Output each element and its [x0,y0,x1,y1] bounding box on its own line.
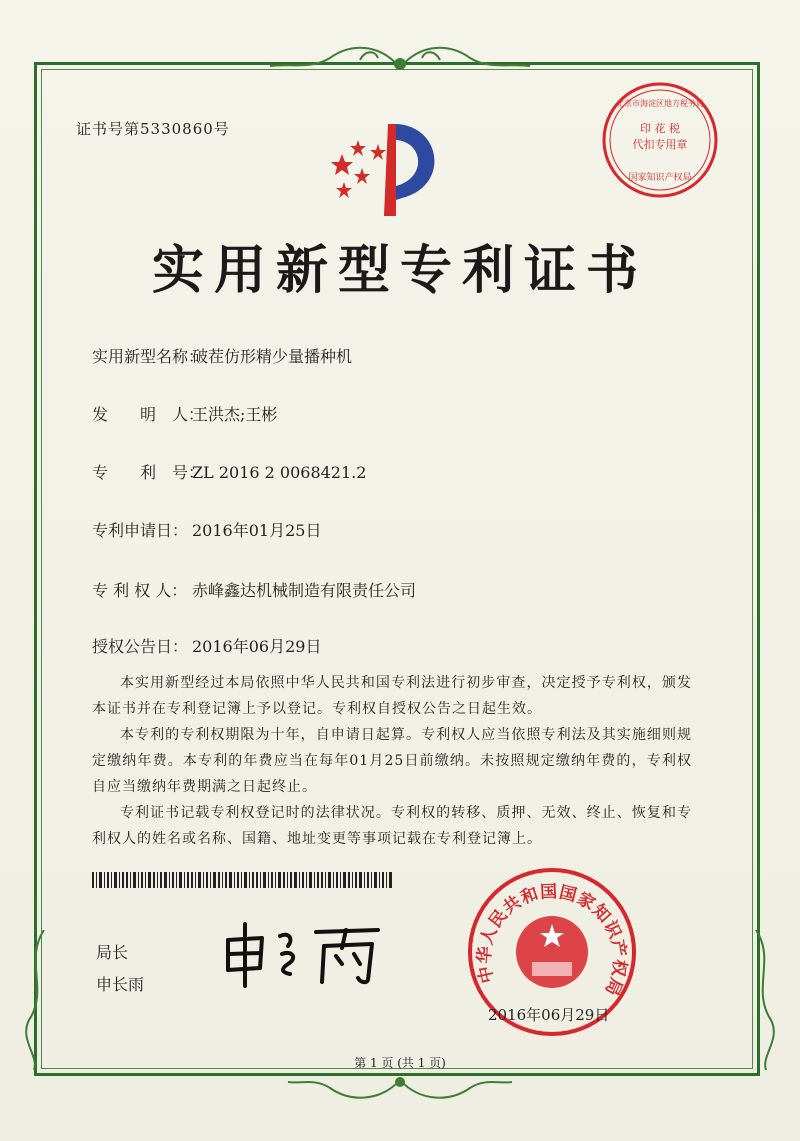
bottom-ornament [280,1072,520,1106]
field-patent-number [92,460,366,483]
certificate-number: 证书号第5330860号 [76,120,230,138]
svg-text:代扣专用章: 代扣专用章 [632,138,688,151]
field-patentee [92,578,416,601]
certificate-body [92,670,692,852]
director-title: 局长 [96,943,129,962]
right-vine-ornament [746,930,786,1070]
field-value: 王洪杰;王彬 [192,405,278,424]
field-application-date [92,518,321,541]
svg-text:中华人民共和国国家知识产权局: 中华人民共和国国家知识产权局 [474,882,630,1000]
field-label: 授权公告日： [92,637,189,656]
certificate-title: 实用新型专利证书 [151,241,648,301]
seal-date: 2016年06月29日 [488,1006,610,1024]
field-utility-model-name [92,344,352,367]
field-value: 2016年06月29日 [192,637,322,656]
field-value: ZL 2016 2 0068421.2 [192,463,367,482]
director-name: 申长雨 [96,975,145,994]
svg-text:印 花 税: 印 花 税 [640,122,680,135]
field-label: 实用新型名称： [92,347,205,366]
left-vine-ornament [14,930,54,1070]
field-value: 2016年01月25日 [192,521,322,540]
field-value: 破茬仿形精少量播种机 [192,347,353,366]
body-paragraph: 本实用新型经过本局依照中华人民共和国专利法进行初步审查，决定授予专利权，颁发本证书并在专利登记簿上予以登记。专利权自授权公告之日起生效。 [92,675,692,717]
field-label: 发 明 人： [92,405,205,424]
field-label: 专 利 权 人： [92,581,188,600]
field-grant-date [92,634,321,657]
barcode [92,872,392,888]
field-value: 赤峰鑫达机械制造有限责任公司 [192,581,417,600]
svg-text:北京市海淀区地方税务局: 北京市海淀区地方税务局 [616,99,704,108]
field-label: 专利申请日： [92,521,189,540]
patent-office-emblem [322,116,462,226]
body-paragraph: 专利证书记载专利权登记时的法律状况。专利权的转移、质押、无效、终止、恢复和专利权人的姓名或名称、国籍、地址变更等事项记载在专利登记簿上。 [92,805,692,847]
tax-stamp-seal [600,80,720,200]
top-ornament [250,38,550,78]
body-paragraph: 本专利的专利权期限为十年，自申请日起算。专利权人应当依照专利法及其实施细则规定缴纳年费。本专利的年费应当在每年01月25日前缴纳。未按照规定缴纳年费的，专利权自应当缴纳年费期满之日起终止。 [92,727,692,795]
page-number: 第 1 页 (共 1 页) [354,1056,446,1070]
svg-text:国家知识产权局: 国家知识产权局 [628,173,692,183]
field-label: 专 利 号： [92,463,205,482]
field-inventor [92,402,277,425]
director-signature [218,918,388,988]
